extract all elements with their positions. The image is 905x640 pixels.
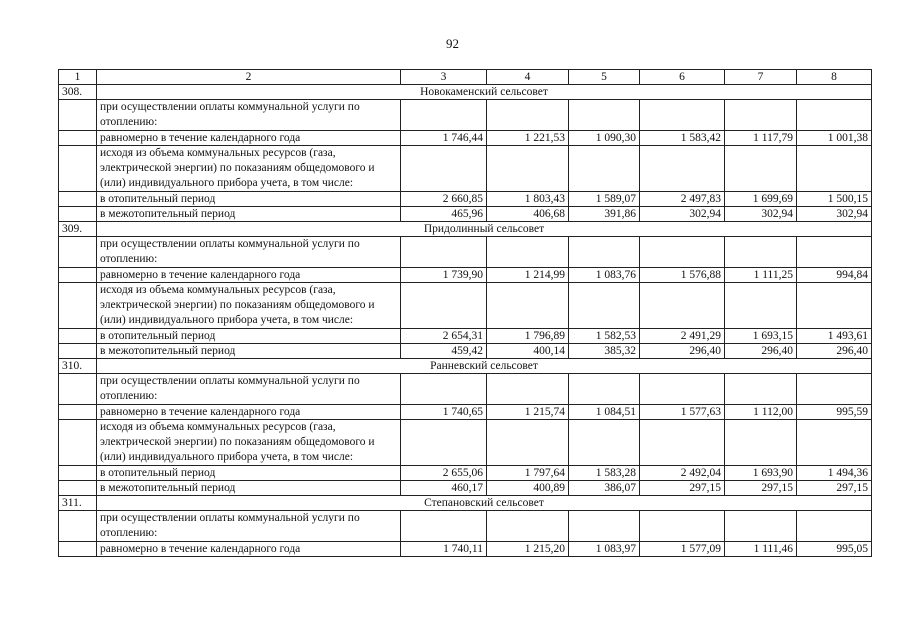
empty-cell: [797, 420, 872, 466]
empty-cell: [640, 100, 725, 131]
value-cell: 1 583,28: [569, 466, 640, 481]
index-cell: [59, 511, 97, 542]
value-cell: 465,96: [401, 207, 487, 222]
header-cell: 3: [401, 70, 487, 85]
empty-cell: [569, 100, 640, 131]
empty-cell: [725, 374, 797, 405]
row-label: исходя из объема коммунальных ресурсов (газа, электрической энергии) по показаниям общедомового и (или) индивидуального прибора учета, в том числе:: [97, 420, 401, 466]
section-row: [59, 85, 872, 100]
value-cell: 2 654,31: [401, 329, 487, 344]
index-cell: [59, 374, 97, 405]
empty-cell: [725, 100, 797, 131]
value-cell: 1 577,09: [640, 542, 725, 557]
section-index: 311.: [59, 496, 97, 511]
value-cell: 1 111,25: [725, 268, 797, 283]
value-cell: 1 084,51: [569, 405, 640, 420]
heating-label-row: [59, 100, 872, 131]
value-cell: 1 693,90: [725, 466, 797, 481]
header-cell: 7: [725, 70, 797, 85]
index-cell: [59, 542, 97, 557]
value-cell: 994,84: [797, 268, 872, 283]
index-cell: [59, 420, 97, 466]
header-cell: 8: [797, 70, 872, 85]
row-label: равномерно в течение календарного года: [97, 542, 401, 557]
value-cell: 1 083,97: [569, 542, 640, 557]
page-number: 92: [446, 36, 459, 51]
row-label: в межотопительный период: [97, 207, 401, 222]
value-row: [59, 542, 872, 557]
header-cell: 4: [487, 70, 569, 85]
row-label: в отопительный период: [97, 466, 401, 481]
empty-cell: [725, 237, 797, 268]
section-row: [59, 359, 872, 374]
row-label: равномерно в течение календарного года: [97, 131, 401, 146]
value-cell: 2 655,06: [401, 466, 487, 481]
value-cell: 1 215,20: [487, 542, 569, 557]
empty-cell: [797, 511, 872, 542]
empty-cell: [569, 146, 640, 192]
empty-cell: [401, 100, 487, 131]
value-cell: 1 577,63: [640, 405, 725, 420]
value-cell: 1 500,15: [797, 192, 872, 207]
value-cell: 1 117,79: [725, 131, 797, 146]
row-label: в межотопительный период: [97, 481, 401, 496]
empty-cell: [640, 237, 725, 268]
value-cell: 1 112,00: [725, 405, 797, 420]
empty-cell: [401, 511, 487, 542]
empty-cell: [797, 237, 872, 268]
empty-cell: [569, 237, 640, 268]
empty-cell: [797, 100, 872, 131]
empty-cell: [401, 146, 487, 192]
value-cell: 1 494,36: [797, 466, 872, 481]
index-cell: [59, 344, 97, 359]
value-cell: 296,40: [797, 344, 872, 359]
section-index: 309.: [59, 222, 97, 237]
heating-label-row: [59, 511, 872, 542]
value-cell: 1 111,46: [725, 542, 797, 557]
value-cell: 296,40: [725, 344, 797, 359]
empty-cell: [640, 146, 725, 192]
value-cell: 400,89: [487, 481, 569, 496]
value-cell: 995,59: [797, 405, 872, 420]
empty-cell: [725, 420, 797, 466]
value-cell: 1 083,76: [569, 268, 640, 283]
empty-cell: [569, 283, 640, 329]
empty-cell: [487, 283, 569, 329]
value-cell: 460,17: [401, 481, 487, 496]
row-label: в отопительный период: [97, 329, 401, 344]
heating-label-row: [59, 374, 872, 405]
index-cell: [59, 192, 97, 207]
value-cell: 1 693,15: [725, 329, 797, 344]
empty-cell: [487, 374, 569, 405]
row-label: при осуществлении оплаты коммунальной услуги по отоплению:: [97, 237, 401, 268]
section-row: [59, 496, 872, 511]
value-cell: 1 746,44: [401, 131, 487, 146]
empty-cell: [569, 374, 640, 405]
value-cell: 1 221,53: [487, 131, 569, 146]
value-row: [59, 405, 872, 420]
section-name: Новокаменский сельсовет: [97, 85, 872, 100]
value-cell: 302,94: [797, 207, 872, 222]
value-cell: 297,15: [725, 481, 797, 496]
value-row: [59, 481, 872, 496]
value-cell: 1 001,38: [797, 131, 872, 146]
value-cell: 459,42: [401, 344, 487, 359]
index-cell: [59, 268, 97, 283]
value-cell: 1 582,53: [569, 329, 640, 344]
value-cell: 2 660,85: [401, 192, 487, 207]
value-row: [59, 329, 872, 344]
meter-label-row: [59, 283, 872, 329]
tariff-table: [58, 69, 872, 557]
value-cell: 1 797,64: [487, 466, 569, 481]
empty-cell: [725, 283, 797, 329]
header-cell: 6: [640, 70, 725, 85]
value-cell: 297,15: [797, 481, 872, 496]
index-cell: [59, 329, 97, 344]
empty-cell: [640, 283, 725, 329]
empty-cell: [640, 511, 725, 542]
value-cell: 406,68: [487, 207, 569, 222]
index-cell: [59, 481, 97, 496]
value-cell: 386,07: [569, 481, 640, 496]
value-row: [59, 131, 872, 146]
index-cell: [59, 237, 97, 268]
row-label: при осуществлении оплаты коммунальной услуги по отоплению:: [97, 100, 401, 131]
value-cell: 1 576,88: [640, 268, 725, 283]
value-cell: 1 739,90: [401, 268, 487, 283]
value-cell: 1 796,89: [487, 329, 569, 344]
section-row: [59, 222, 872, 237]
value-cell: 297,15: [640, 481, 725, 496]
empty-cell: [401, 374, 487, 405]
index-cell: [59, 405, 97, 420]
section-name: Придолинный сельсовет: [97, 222, 872, 237]
empty-cell: [569, 420, 640, 466]
index-cell: [59, 283, 97, 329]
heating-label-row: [59, 237, 872, 268]
section-name: Ранневский сельсовет: [97, 359, 872, 374]
value-row: [59, 466, 872, 481]
header-cell: 5: [569, 70, 640, 85]
value-cell: 1 699,69: [725, 192, 797, 207]
header-row: [59, 70, 872, 85]
value-cell: 400,14: [487, 344, 569, 359]
empty-cell: [487, 237, 569, 268]
value-cell: 302,94: [725, 207, 797, 222]
value-cell: 1 583,42: [640, 131, 725, 146]
value-cell: 2 497,83: [640, 192, 725, 207]
value-cell: 1 214,99: [487, 268, 569, 283]
section-index: 310.: [59, 359, 97, 374]
empty-cell: [401, 283, 487, 329]
index-cell: [59, 146, 97, 192]
value-row: [59, 192, 872, 207]
empty-cell: [569, 511, 640, 542]
section-index: 308.: [59, 85, 97, 100]
empty-cell: [487, 511, 569, 542]
empty-cell: [640, 420, 725, 466]
value-cell: 1 740,65: [401, 405, 487, 420]
value-cell: 1 215,74: [487, 405, 569, 420]
index-cell: [59, 466, 97, 481]
row-label: при осуществлении оплаты коммунальной услуги по отоплению:: [97, 511, 401, 542]
value-row: [59, 207, 872, 222]
empty-cell: [401, 237, 487, 268]
index-cell: [59, 100, 97, 131]
empty-cell: [725, 146, 797, 192]
value-cell: 296,40: [640, 344, 725, 359]
value-cell: 1 803,43: [487, 192, 569, 207]
row-label: в межотопительный период: [97, 344, 401, 359]
meter-label-row: [59, 420, 872, 466]
empty-cell: [401, 420, 487, 466]
empty-cell: [640, 374, 725, 405]
section-name: Степановский сельсовет: [97, 496, 872, 511]
index-cell: [59, 131, 97, 146]
index-cell: [59, 207, 97, 222]
value-row: [59, 268, 872, 283]
row-label: исходя из объема коммунальных ресурсов (газа, электрической энергии) по показаниям общедомового и (или) индивидуального прибора учета, в том числе:: [97, 146, 401, 192]
value-cell: 2 491,29: [640, 329, 725, 344]
value-cell: 391,86: [569, 207, 640, 222]
value-cell: 2 492,04: [640, 466, 725, 481]
value-cell: 385,32: [569, 344, 640, 359]
row-label: исходя из объема коммунальных ресурсов (газа, электрической энергии) по показаниям общедомового и (или) индивидуального прибора учета, в том числе:: [97, 283, 401, 329]
row-label: равномерно в течение календарного года: [97, 405, 401, 420]
header-cell: 2: [97, 70, 401, 85]
value-cell: 1 090,30: [569, 131, 640, 146]
empty-cell: [797, 283, 872, 329]
empty-cell: [487, 420, 569, 466]
empty-cell: [797, 374, 872, 405]
value-row: [59, 344, 872, 359]
row-label: при осуществлении оплаты коммунальной услуги по отоплению:: [97, 374, 401, 405]
row-label: равномерно в течение календарного года: [97, 268, 401, 283]
value-cell: 1 740,11: [401, 542, 487, 557]
empty-cell: [487, 100, 569, 131]
meter-label-row: [59, 146, 872, 192]
value-cell: 1 493,61: [797, 329, 872, 344]
empty-cell: [797, 146, 872, 192]
empty-cell: [487, 146, 569, 192]
value-cell: 995,05: [797, 542, 872, 557]
value-cell: 1 589,07: [569, 192, 640, 207]
header-cell: 1: [59, 70, 97, 85]
value-cell: 302,94: [640, 207, 725, 222]
empty-cell: [725, 511, 797, 542]
row-label: в отопительный период: [97, 192, 401, 207]
